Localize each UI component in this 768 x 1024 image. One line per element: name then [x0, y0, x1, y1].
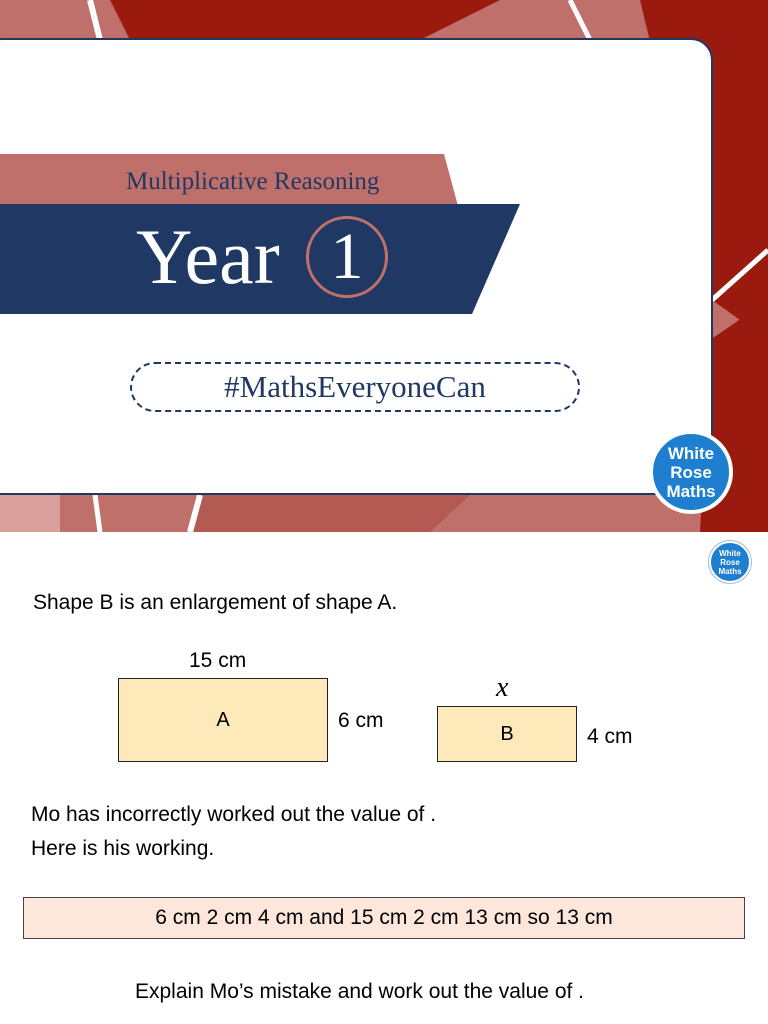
mo-working-box [23, 897, 745, 939]
white-rose-maths-logo-small [709, 541, 751, 583]
mo-statement: Mo has incorrectly worked out the value of . [31, 803, 437, 826]
shape-b [437, 706, 577, 762]
shape-a-width-label: 15 cm [189, 649, 247, 672]
year-title: Year [136, 213, 280, 300]
shape-a-height-label: 6 cm [338, 709, 384, 732]
explain-prompt: Explain Mo’s mistake and work out the value of . [135, 980, 585, 1003]
shape-b-height-label: 4 cm [587, 725, 633, 748]
hashtag: #MathsEveryoneCan [130, 362, 580, 412]
logo-small-text-maths: Maths [718, 566, 742, 576]
question-statement: Shape B is an enlargement of shape A. [33, 591, 398, 614]
logo-small-text-white: White [719, 548, 741, 558]
logo-text-maths: Maths [666, 481, 716, 501]
mo-working-intro: Here is his working. [31, 837, 215, 860]
shape-a-label: A [216, 708, 230, 731]
logo-text-rose: Rose [670, 462, 712, 482]
shape-b-width-label: x [496, 672, 509, 703]
shape-b-label: B [500, 722, 514, 745]
year-number-badge: 1 [306, 216, 388, 298]
mo-working-text: 6 cm 2 cm 4 cm and 15 cm 2 cm 13 cm so 13 cm [155, 906, 613, 929]
logo-small-text-rose: Rose [720, 557, 740, 567]
logo-text-white: White [667, 443, 715, 463]
subtitle: Multiplicative Reasoning [126, 168, 380, 195]
shape-a [118, 678, 328, 762]
white-rose-maths-logo [649, 430, 733, 514]
